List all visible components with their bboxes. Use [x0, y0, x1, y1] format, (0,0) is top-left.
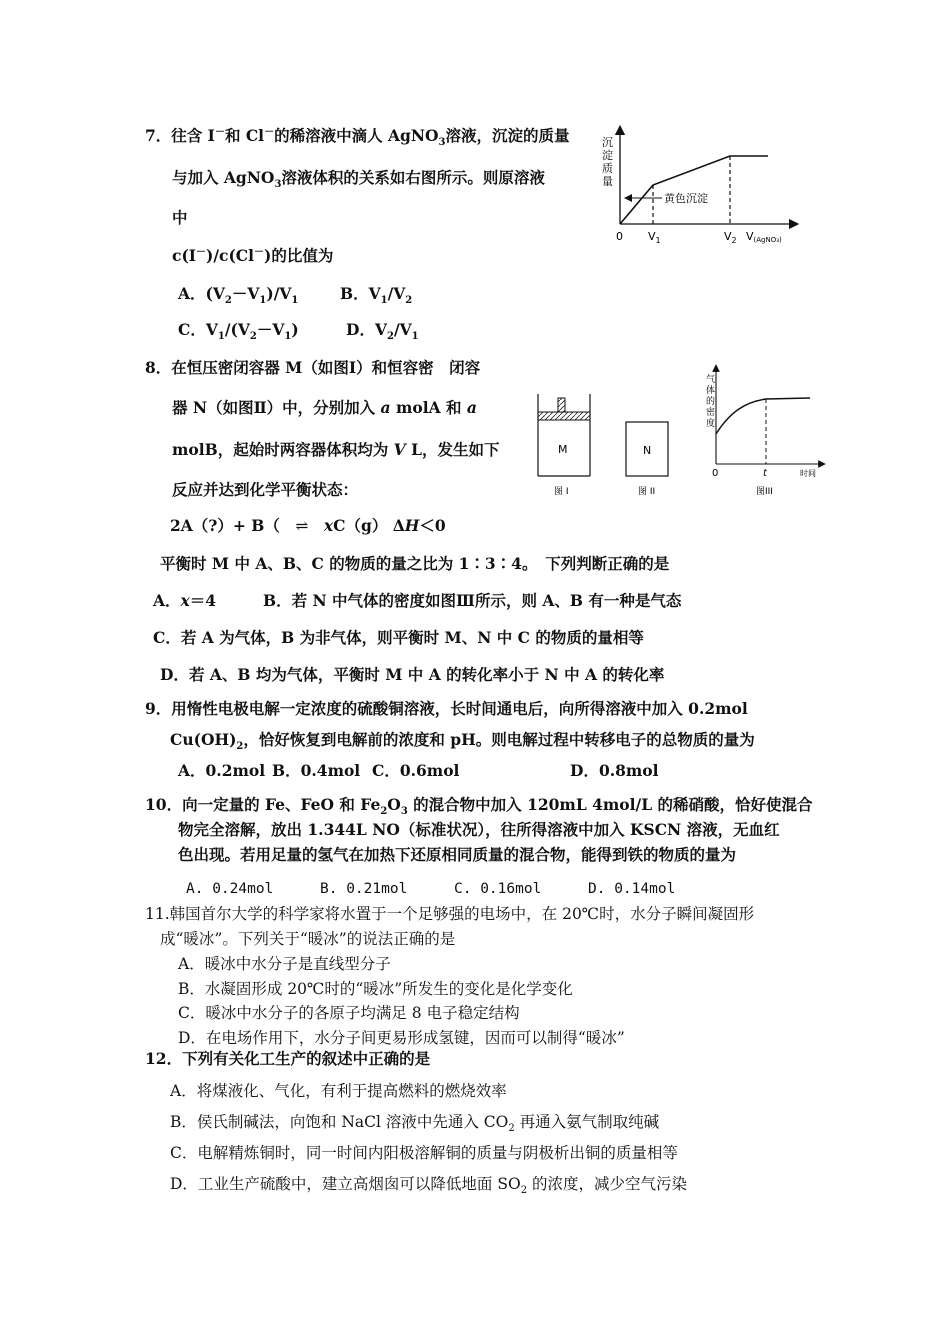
q7-option-c: C．$V_1/(V_2-V_1)$	[178, 320, 299, 343]
q9-line-1: 9．用惰性电极电解一定浓度的硫酸铜溶液，长时间通电后，向所得溶液中加入 0.2mol	[145, 699, 748, 718]
q10-option-a: A. 0.24mol	[186, 881, 274, 897]
density-graph-ylabel-5: 度	[706, 419, 716, 429]
svg-text:V1	[648, 230, 661, 245]
q7-graph-ylabel-2: 淀	[602, 149, 613, 162]
density-graph-ylabel-2: 体	[706, 386, 716, 396]
q9-option-a: A．0.2mol	[178, 761, 266, 780]
q10-line-1: 10．向一定量的 Fe、FeO 和 $Fe_2O_3$ 的混合物中加入 120mL 4mol/L 的稀硝酸，恰好使混合	[145, 795, 813, 818]
q10-option-d: D. 0.14mol	[588, 881, 676, 897]
density-graph-ylabel-1: 气	[706, 375, 716, 385]
q8-line-3: molB，起始时两容器体积均为 V L，发生如下	[172, 440, 500, 459]
q9-option-b: B．0.4mol	[272, 761, 361, 780]
q7-graph-v1: V	[648, 230, 656, 243]
q8-option-b: B．若 N 中气体的密度如图Ⅲ所示，则 A、B 有一种是气态	[263, 591, 682, 610]
q8-option-d: D．若 A、B 均为气体，平衡时 M 中 A 的转化率小于 N 中 A 的转化率	[160, 665, 665, 684]
q7-line-4: c(I－)/c(Cl－)的比值为	[172, 246, 334, 265]
container-m-label: M	[558, 443, 568, 456]
q9-line-2: $Cu(OH)_2$，恰好恢复到电解前的浓度和 pH。则电解过程中转移电子的总物质的量为	[170, 730, 755, 753]
q7-graph-xlabel-sub: (AgNO₃)	[753, 236, 782, 244]
q11-option-d: D．在电场作用下，水分子间更易形成氢键，因而可以制得“暖冰”	[178, 1029, 625, 1047]
q11-line-1: 11.韩国首尔大学的科学家将水置于一个足够强的电场中，在 20℃时，水分子瞬间凝固形	[145, 905, 755, 923]
figure-caption-3: 图III	[756, 487, 773, 497]
density-graph-t: t	[763, 468, 767, 479]
q7-graph-xlabel: V	[746, 230, 754, 243]
q12-option-d: D．工业生产硫酸中，建立高烟囱可以降低地面 $SO_2$ 的浓度，减少空气污染	[170, 1175, 687, 1197]
q10-line-2: 物完全溶解，放出 1.344L NO（标准状况），往所得溶液中加入 KSCN 溶液，无血红	[178, 820, 780, 839]
q8-equation: 2A（?）+ B（ ⇌ xC（g） ΔH＜0	[170, 516, 446, 535]
container-n-label: N	[643, 444, 652, 457]
svg-text:V2	[724, 230, 737, 245]
q7-graph-v1-sub: 1	[655, 236, 661, 245]
density-graph	[706, 368, 822, 479]
q9-option-d: D．0.8mol	[570, 761, 659, 780]
q12-option-b: B．侯氏制碱法，向饱和 NaCl 溶液中先通入 $CO_2$ 再通入氨气制取纯碱	[170, 1113, 660, 1135]
q7-graph-v2: V	[724, 230, 732, 243]
q8-line-4: 反应并达到化学平衡状态：	[172, 480, 359, 499]
q10-line-3: 色出现。若用足量的氢气在加热下还原相同质量的混合物，能得到铁的物质的量为	[178, 845, 737, 864]
q7-option-b: B．$V_1/V_2$	[340, 284, 413, 307]
q8-container-figures	[530, 360, 830, 502]
q8-stem: 平衡时 M 中 A、B、C 的物质的量之比为 1∶3∶4。 下列判断正确的是	[160, 554, 670, 573]
q9-option-c: C．0.6mol	[372, 761, 460, 780]
q7-line-3: 中	[172, 208, 188, 227]
q7-graph-ylabel-1: 沉	[602, 136, 613, 149]
q7-option-d: D．$V_2/V_1$	[346, 320, 419, 343]
q11-option-a: A．暖冰中水分子是直线型分子	[178, 955, 391, 973]
figure-caption-2: 图 II	[638, 487, 656, 497]
q7-graph-ylabel-3: 质	[602, 162, 613, 175]
q7-precipitate-graph	[598, 124, 802, 248]
q7-line-1: 7．往含 I－和 Cl－的稀溶液中滴人 AgNO$_3$溶液，沉淀的质量	[145, 126, 570, 149]
density-graph-origin: 0	[712, 468, 719, 479]
q8-option-a: A．x＝4	[153, 591, 217, 610]
q8-line-1: 8．在恒压密闭容器 M（如图Ⅰ）和恒容密 闭容	[145, 358, 481, 377]
figure-caption-1: 图 I	[554, 487, 569, 497]
q10-option-c: C. 0.16mol	[454, 881, 542, 897]
q12-option-c: C．电解精炼铜时，同一时间内阳极溶解铜的质量与阴极析出铜的质量相等	[170, 1144, 678, 1162]
q7-line-2: 与加入 AgNO$_3$溶液体积的关系如右图所示。则原溶液	[172, 168, 545, 191]
container-m	[538, 394, 590, 476]
q7-graph-ylabel-4: 量	[602, 175, 613, 188]
q7-graph-v2-sub: 2	[731, 236, 737, 245]
q12-line-1: 12．下列有关化工生产的叙述中正确的是	[145, 1049, 431, 1068]
q8-option-c: C．若 A 为气体，B 为非气体，则平衡时 M、N 中 C 的物质的量相等	[153, 628, 644, 647]
q11-option-b: B．水凝固形成 20℃时的“暖冰”所发生的变化是化学变化	[178, 980, 573, 998]
q10-option-b: B. 0.21mol	[320, 881, 408, 897]
q7-graph-annotation: 黄色沉淀	[664, 192, 708, 205]
svg-text:V(AgNO₃)	[746, 230, 782, 244]
q7-graph-origin: 0	[616, 230, 623, 243]
q8-line-2: 器 N（如图Ⅱ）中，分别加入 a molA 和 a	[172, 398, 477, 417]
q12-option-a: A．将煤液化、气化，有利于提高燃料的燃烧效率	[170, 1082, 507, 1100]
q11-option-c: C．暖冰中水分子的各原子均满足 8 电子稳定结构	[178, 1004, 520, 1022]
density-graph-xlabel: 时间	[800, 469, 816, 478]
container-n	[626, 422, 668, 476]
q7-option-a: A．$(V_2-V_1)/V_1$	[178, 284, 299, 307]
q11-line-2: 成“暖冰”。下列关于“暖冰”的说法正确的是	[160, 930, 456, 948]
density-graph-ylabel-3: 的	[706, 397, 716, 407]
density-graph-ylabel-4: 密	[706, 408, 716, 418]
